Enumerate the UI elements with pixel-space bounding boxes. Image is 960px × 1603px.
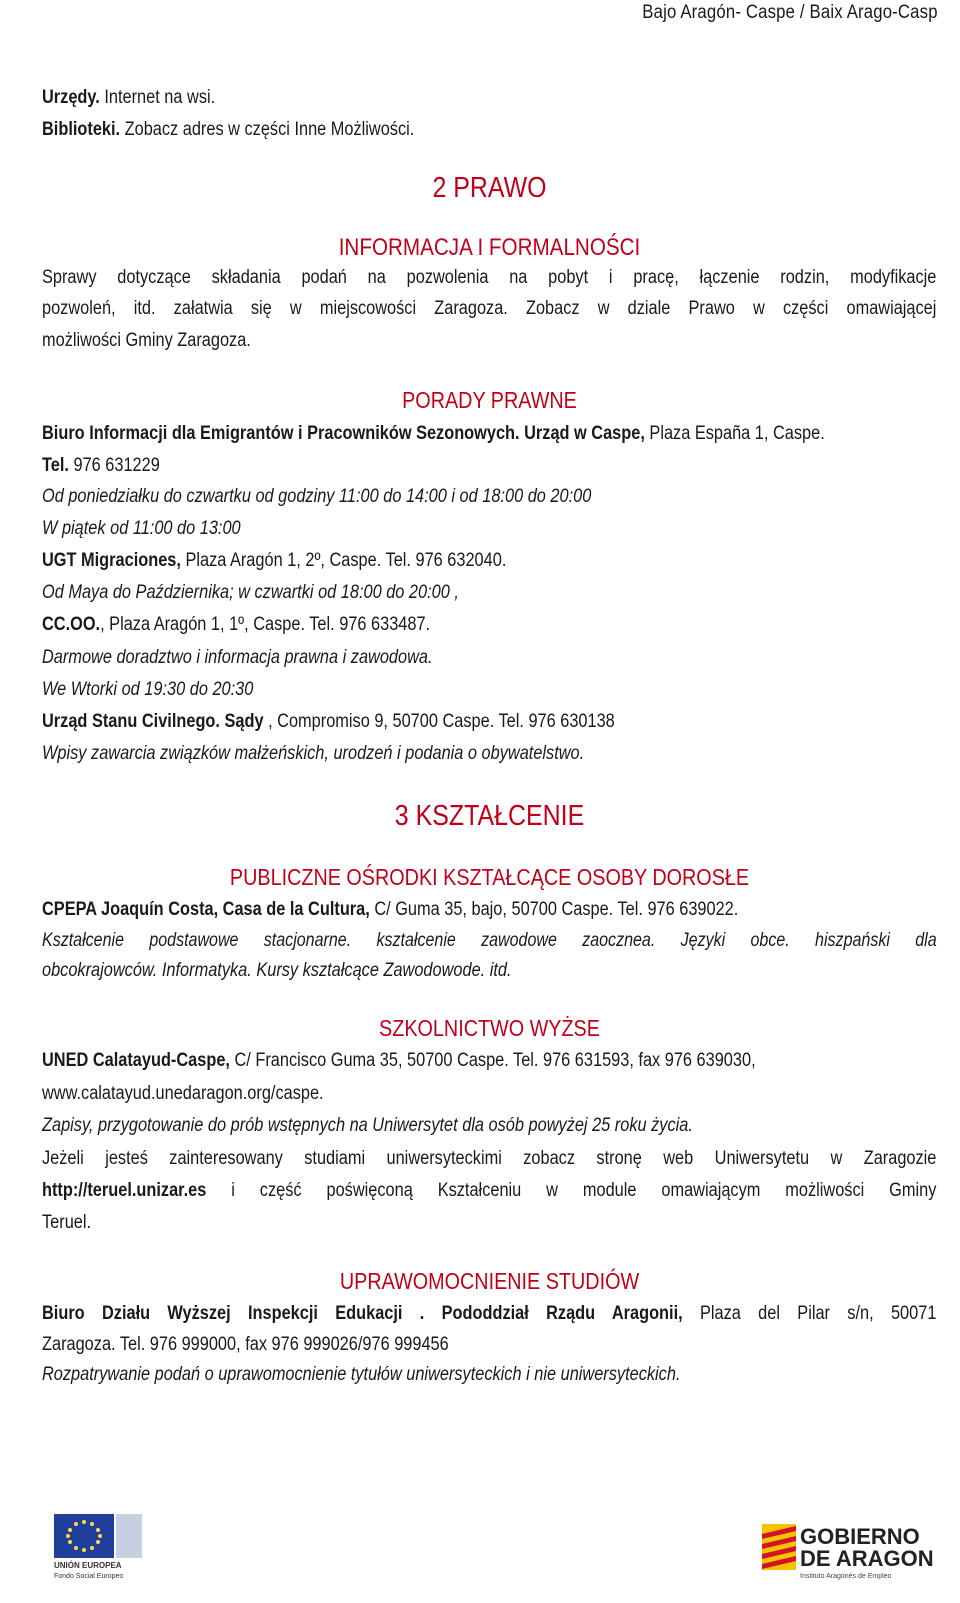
- biuro-tel-label: Tel.: [42, 455, 69, 476]
- ugt-name: UGT Migraciones,: [42, 550, 181, 571]
- urzad-stanu-line: [42, 710, 615, 734]
- subsection-title-informacja: INFORMACJA I FORMALNOŚCI: [338, 234, 641, 261]
- intro-line-biblioteki: [42, 118, 414, 142]
- biuro-hours-friday: W piątek od 11:00 do 13:00: [42, 518, 241, 539]
- subsection-title-szkolnictwo: SZKOLNICTWO WYŻSE: [379, 1015, 600, 1041]
- eu-logo-line1: UNIÓN EUROPEA: [54, 1561, 122, 1570]
- eu-flag-icon: [50, 1508, 150, 1598]
- biuro-hours-weekdays: Od poniedziałku do czwartku od godziny 11:00 do 14:00 i od 18:00 do 20:00: [42, 486, 592, 507]
- urzedy-text: Internet na wsi.: [99, 87, 216, 108]
- biuro-informacji-name: Biuro Informacji dla Emigrantów i Pracowników Sezonowych. Urząd w Caspe,: [42, 423, 645, 444]
- section-title-prawo: 2 PRAWO: [432, 172, 547, 204]
- uned-address: C/ Francisco Guma 35, 50700 Caspe. Tel. 976 631593, fax 976 639030,: [229, 1050, 756, 1071]
- uniwersytet-text-1: Jeżeli jesteś zainteresowany studiami uniwersyteckimi zobacz stronę web Uniwersytetu w Zaragozie: [42, 1148, 937, 1169]
- subsection-title-uprawomocnienie: UPRAWOMOCNIENIE STUDIÓW: [339, 1268, 640, 1294]
- eu-logo: [50, 1508, 150, 1598]
- unizar-link[interactable]: http://teruel.unizar.es: [42, 1180, 207, 1201]
- uniwersytet-text-2-rest: i część poświęconą Kształceniu w module omawiającym możliwości Gminy: [206, 1180, 937, 1201]
- biuro-dzialu-address: Plaza del Pilar s/n, 50071: [682, 1303, 937, 1324]
- informacja-para-line1: [42, 266, 936, 290]
- biuro-informacji-line: [42, 422, 825, 446]
- urzedy-label: Urzędy.: [42, 87, 100, 108]
- cpepa-description-line1: [42, 929, 937, 953]
- informacja-text-1: Sprawy dotyczące składania podań na pozwolenia na pobyt i pracę, łączenie rodzin, modyfikacje: [42, 267, 937, 288]
- urzad-stanu-name: Urząd Stanu Civilnego. Sądy: [42, 711, 264, 732]
- ccoo-description: Darmowe doradztwo i informacja prawna i zawodowa.: [42, 647, 433, 668]
- biuro-dzialu-description: Rozpatrywanie podań o uprawomocnienie tytułów uniwersyteckich i nie uniwersyteckich.: [42, 1364, 681, 1385]
- ugt-line: [42, 549, 506, 573]
- ccoo-address: , Plaza Aragón 1, 1º, Caspe. Tel. 976 633487.: [100, 614, 431, 635]
- cpepa-address: C/ Guma 35, bajo, 50700 Caspe. Tel. 976 639022.: [369, 899, 739, 920]
- footer: [0, 1498, 960, 1603]
- biuro-dzialu-line2: Zaragoza. Tel. 976 999000, fax 976 999026/976 999456: [42, 1334, 449, 1355]
- uned-description: Zapisy, przygotowanie do prób wstępnych na Uniwersytet dla osób powyżej 25 roku życia.: [42, 1115, 693, 1136]
- biuro-informacji-address: Plaza España 1, Caspe.: [644, 423, 825, 444]
- biuro-tel-number: 976 631229: [68, 455, 160, 476]
- biblioteki-text: Zobacz adres w części Inne Możliwości.: [120, 119, 415, 140]
- biuro-dzialu-line1: [42, 1302, 936, 1326]
- uniwersytet-para-line1: [42, 1147, 936, 1171]
- aragon-flag-icon: [760, 1512, 935, 1597]
- informacja-text-2: pozwoleń, itd. załatwia się w miejscowości Zaragoza. Zobacz w dziale Prawo w części omawiającej: [42, 298, 937, 319]
- biuro-tel-line: [42, 454, 160, 478]
- cpepa-desc-1: Kształcenie podstawowe stacjonarne. kształcenie zawodowe zaocznea. Języki obce. hiszpański dla: [42, 930, 937, 951]
- subsection-title-osrodki: PUBLICZNE OŚRODKI KSZTAŁCĄCE OSOBY DOROSŁE: [229, 864, 750, 890]
- ga-logo-line1: GOBIERNO: [800, 1524, 920, 1549]
- ugt-address: Plaza Aragón 1, 2º, Caspe. Tel. 976 632040.: [180, 550, 507, 571]
- informacja-para-line2: [42, 297, 936, 321]
- eu-logo-line2: Fondo Social Europeo: [54, 1573, 124, 1580]
- biuro-dzialu-name: Biuro Działu Wyższej Inspekcji Edukacji . Pododdział Rządu Aragonii,: [42, 1303, 683, 1324]
- uned-website-link[interactable]: www.calatayud.unedaragon.org/caspe.: [42, 1083, 324, 1104]
- uned-name: UNED Calatayud-Caspe,: [42, 1050, 230, 1071]
- ccoo-name: CC.OO.: [42, 614, 101, 635]
- ga-logo-line3: Instituto Aragonés de Empleo: [800, 1573, 892, 1580]
- cpepa-description-line2: obcokrajowców. Informatyka. Kursy kształcące Zawodowode. itd.: [42, 960, 512, 981]
- section-title-ksztalcenie: 3 KSZTAŁCENIE: [394, 800, 585, 832]
- uniwersytet-para-line3: Teruel.: [42, 1212, 92, 1233]
- urzad-stanu-address: , Compromiso 9, 50700 Caspe. Tel. 976 630138: [263, 711, 615, 732]
- uned-line: [42, 1049, 756, 1073]
- cpepa-line: [42, 898, 738, 922]
- ga-logo-line2: DE ARAGON: [800, 1546, 934, 1571]
- biblioteki-label: Biblioteki.: [42, 119, 121, 140]
- urzad-stanu-description: Wpisy zawarcia związków małżeńskich, urodzeń i podania o obywatelstwo.: [42, 743, 585, 764]
- intro-line-urzedy: [42, 86, 215, 110]
- cpepa-name: CPEPA Joaquín Costa, Casa de la Cultura,: [42, 899, 370, 920]
- ccoo-line: [42, 613, 430, 637]
- gobierno-aragon-logo: [760, 1512, 935, 1597]
- ugt-hours: Od Maya do Października; w czwartki od 18:00 do 20:00 ,: [42, 582, 459, 603]
- ccoo-hours: We Wtorki od 19:30 do 20:30: [42, 679, 254, 700]
- biuro-dzialu-text-1: [42, 1302, 936, 1326]
- page-header: Bajo Aragón- Caspe / Baix Arago-Casp: [642, 2, 938, 23]
- informacja-para-line3: możliwości Gminy Zaragoza.: [42, 330, 251, 351]
- subsection-title-porady: PORADY PRAWNE: [402, 387, 577, 413]
- uniwersytet-text-2: [42, 1179, 936, 1203]
- uniwersytet-para-line2: [42, 1179, 936, 1203]
